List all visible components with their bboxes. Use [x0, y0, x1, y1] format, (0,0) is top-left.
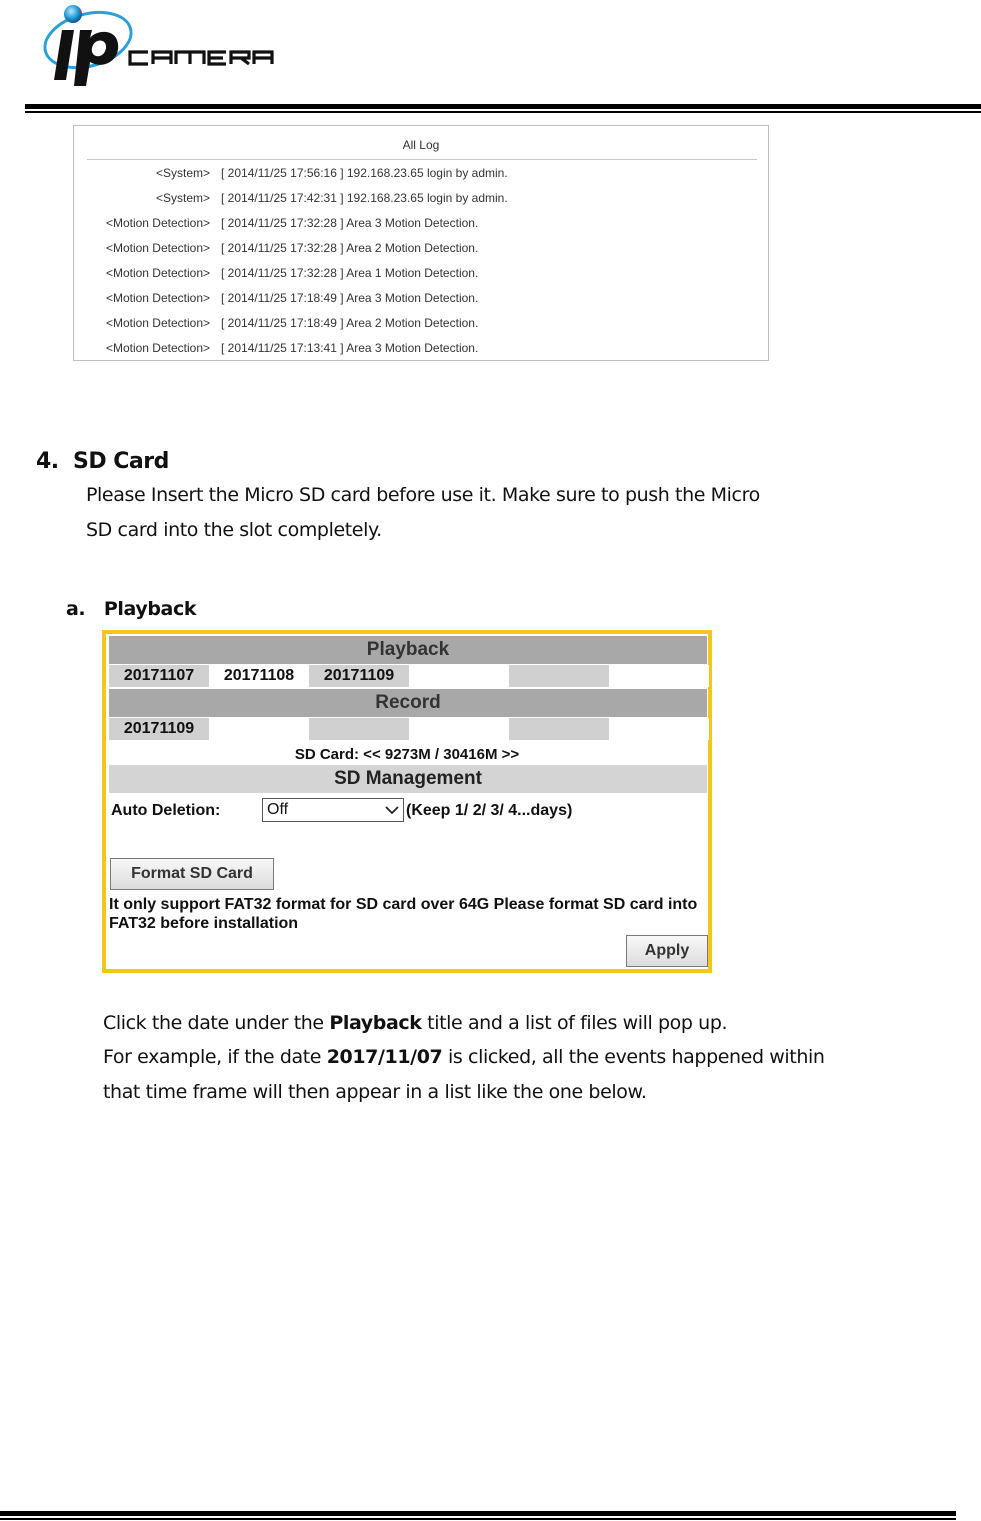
playback-title-bar: Playback	[109, 636, 707, 664]
playback-date-cell	[509, 665, 609, 687]
explanation-line2-pre: For example, if the date	[103, 1046, 327, 1068]
log-source: <Motion Detection>	[105, 216, 210, 230]
sd-card-intro-line2: SD card into the slot completely.	[86, 519, 382, 541]
log-source: <Motion Detection>	[105, 341, 210, 355]
all-log-panel	[73, 125, 769, 361]
log-message: [ 2014/11/25 17:32:28 ] Area 2 Motion Detection.	[221, 241, 479, 255]
footer-rule-thin	[0, 1518, 956, 1520]
record-date-cell	[209, 718, 309, 740]
apply-button[interactable]: Apply	[626, 935, 708, 967]
playback-panel	[102, 630, 712, 973]
explanation-line2	[103, 1046, 825, 1068]
log-source: <System>	[155, 191, 210, 205]
header-rule-thick	[25, 104, 981, 109]
log-source: <Motion Detection>	[105, 316, 210, 330]
all-log-title: All Log	[402, 138, 440, 152]
fat32-format-note: It only support FAT32 format for SD card over 64G Please format SD card into FAT32 before installation	[109, 896, 698, 932]
log-source: <Motion Detection>	[105, 241, 210, 255]
explanation-line1-bold: Playback	[329, 1012, 422, 1034]
record-date-cell	[609, 718, 709, 740]
footer-rule-thick	[0, 1511, 956, 1516]
log-message: [ 2014/11/25 17:18:49 ] Area 3 Motion Detection.	[221, 291, 479, 305]
all-log-divider	[87, 159, 757, 160]
record-title-bar: Record	[109, 689, 707, 717]
log-message: [ 2014/11/25 17:13:41 ] Area 3 Motion Detection.	[221, 341, 479, 355]
log-source: <Motion Detection>	[105, 291, 210, 305]
playback-date-cell	[609, 665, 709, 687]
sd-card-capacity: SD Card: << 9273M / 30416M >>	[294, 746, 520, 763]
log-message: [ 2014/11/25 17:42:31 ] 192.168.23.65 login by admin.	[221, 191, 508, 205]
explanation-line3: that time frame will then appear in a list like the one below.	[103, 1081, 647, 1103]
sd-management-title-bar: SD Management	[109, 765, 707, 793]
explanation-line1-pre: Click the date under the	[103, 1012, 330, 1034]
record-date-cell	[509, 718, 609, 740]
ip-camera-logo	[40, 0, 310, 95]
explanation-line1-post: title and a list of files will pop up.	[421, 1012, 728, 1034]
auto-deletion-value: Off	[267, 801, 289, 818]
log-source: <Motion Detection>	[105, 266, 210, 280]
format-sd-card-button[interactable]: Format SD Card	[110, 858, 274, 890]
log-message: [ 2014/11/25 17:32:28 ] Area 3 Motion Detection.	[221, 216, 479, 230]
auto-deletion-label: Auto Deletion:	[111, 802, 221, 819]
chevron-down-icon	[385, 804, 399, 816]
playback-date-cell	[409, 665, 509, 687]
subheading-playback: a. Playback	[66, 598, 197, 620]
log-message: [ 2014/11/25 17:18:49 ] Area 2 Motion Detection.	[221, 316, 479, 330]
auto-deletion-select[interactable]	[262, 798, 404, 822]
sd-card-intro-line1: Please Insert the Micro SD card before use it. Make sure to push the Micro	[86, 484, 760, 506]
record-date-cell	[309, 718, 409, 740]
keep-days-hint: (Keep 1/ 2/ 3/ 4...days)	[406, 802, 573, 819]
section-heading-sd-card: 4. SD Card	[36, 449, 169, 474]
playback-date-cell[interactable]: 20171107	[109, 665, 209, 687]
log-source: <System>	[155, 166, 210, 180]
log-message: [ 2014/11/25 17:56:16 ] 192.168.23.65 login by admin.	[221, 166, 508, 180]
explanation-line2-bold: 2017/11/07	[326, 1046, 443, 1068]
playback-date-cell[interactable]: 20171109	[309, 665, 409, 687]
header-rule-thin	[25, 111, 981, 113]
playback-date-cell[interactable]: 20171108	[209, 665, 309, 687]
logo-graphic	[40, 0, 310, 95]
log-message: [ 2014/11/25 17:32:28 ] Area 1 Motion Detection.	[221, 266, 479, 280]
explanation-line2-post: is clicked, all the events happened within	[442, 1046, 825, 1068]
record-date-cell	[409, 718, 509, 740]
record-date-cell[interactable]: 20171109	[109, 718, 209, 740]
explanation-line1	[103, 1012, 727, 1034]
